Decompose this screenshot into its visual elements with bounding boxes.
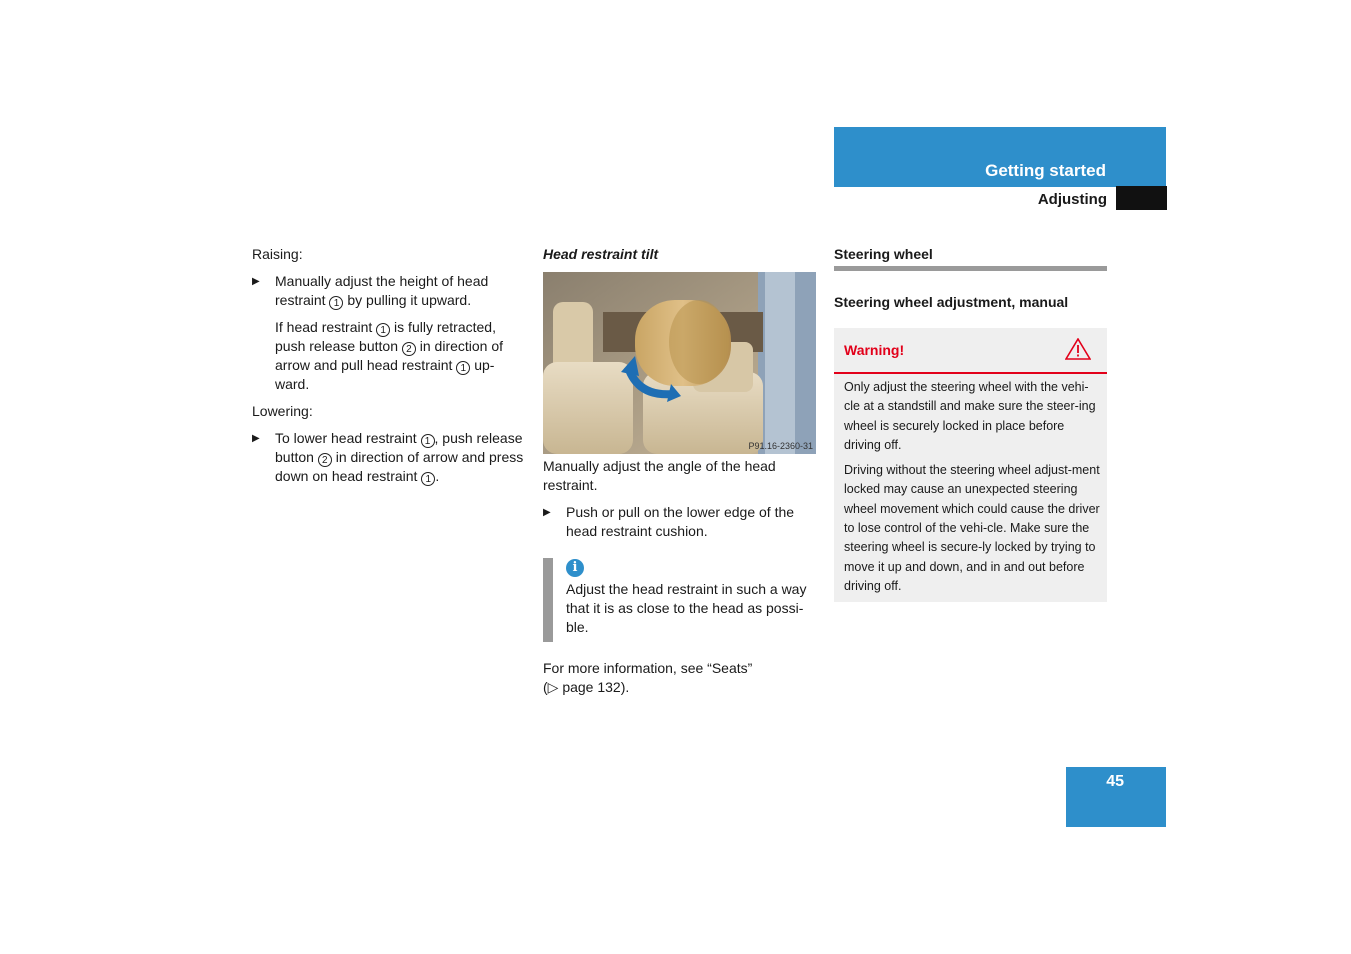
- head-restraint-tilt-heading: Head restraint tilt: [543, 246, 659, 262]
- warning-triangle-icon: [1065, 338, 1091, 360]
- callout-2: 2: [402, 342, 416, 356]
- raise-step: ▶ Manually adjust the height of head restraint 1 by pulling it upward.: [252, 273, 489, 309]
- warning-paragraph-2: Driving without the steering wheel adjust-ment locked may cause an unexpected steering wheel movement which could cause the driver to lose control of the vehi-cle. Make sure the steering wheel is secure-ly locked by trying to move it up and down, and in and out before driving off.: [844, 463, 1100, 593]
- warning-header: [834, 328, 1107, 374]
- steering-wheel-heading: Steering wheel: [834, 246, 933, 262]
- photo-reference-code: P91.16-2360-31: [748, 441, 813, 451]
- more-info: For more information, see “Seats” (▷ page 132).: [543, 659, 816, 697]
- tilt-intro: Manually adjust the angle of the head restraint.: [543, 458, 776, 493]
- warning-paragraph-1: Only adjust the steering wheel with the vehi-cle at a standstill and make sure the steer-ing wheel is securely locked in place before driving off.: [844, 380, 1096, 452]
- page-number: 45: [1106, 773, 1124, 790]
- callout-1: 1: [421, 434, 435, 448]
- info-text: Adjust the head restraint in such a way that it is as close to the head as possi-ble.: [566, 581, 807, 635]
- triangle-right-icon: ▶: [543, 507, 551, 518]
- column-raising-lowering: [252, 245, 524, 486]
- raising-label: Raising:: [252, 246, 303, 262]
- section-header-bar: [834, 127, 1166, 187]
- triangle-right-icon: ▶: [252, 276, 260, 287]
- info-icon: i: [566, 559, 584, 577]
- head-restraint-illustration: [543, 272, 816, 454]
- callout-2: 2: [318, 453, 332, 467]
- retracted-note: If head restraint 1 is fully retracted, push release button 2 in direction of arrow and pull head restraint 1 up-ward.: [275, 319, 504, 392]
- triangle-right-icon: ▶: [252, 433, 260, 444]
- warning-box: [834, 328, 1107, 602]
- lower-step: ▶ To lower head restraint 1 , push release button 2 in direction of arrow and press down on head restraint 1 .: [252, 430, 524, 485]
- subsection-title: Adjusting: [1037, 191, 1107, 208]
- warning-label: Warning!: [844, 342, 905, 358]
- page-reference-link[interactable]: (▷ page 132).: [543, 679, 630, 695]
- info-note-bar: [543, 558, 553, 642]
- callout-1: 1: [421, 472, 435, 486]
- subsection-marker: [1116, 186, 1167, 210]
- section-title: Getting started: [985, 161, 1106, 180]
- callout-1: 1: [376, 323, 390, 337]
- steering-adjustment-subheading: Steering wheel adjustment, manual: [834, 294, 1069, 310]
- head-restraint-photo: [543, 272, 816, 454]
- heading-rule: [834, 266, 1107, 271]
- warning-text: [844, 378, 1100, 602]
- callout-1: 1: [329, 296, 343, 310]
- page-number-box: [1066, 767, 1166, 827]
- column-head-restraint-tilt: [543, 457, 816, 541]
- info-note: [566, 557, 818, 637]
- callout-1: 1: [456, 361, 470, 375]
- tilt-step: ▶ Push or pull on the lower edge of the head restraint cushion.: [543, 504, 795, 539]
- lowering-label: Lowering:: [252, 403, 313, 419]
